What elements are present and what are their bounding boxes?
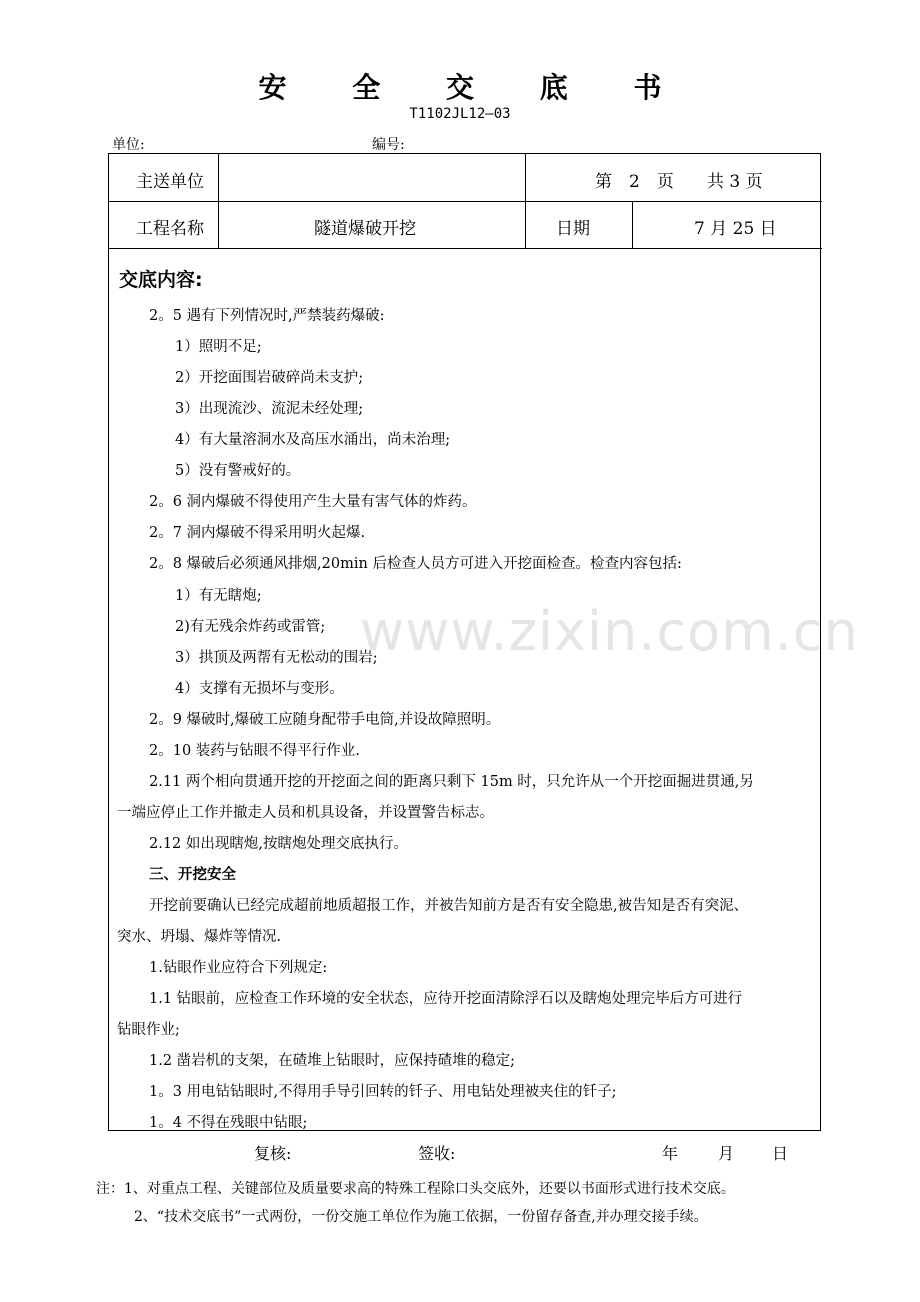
row-divider-1	[109, 201, 822, 202]
content-line: 1.钻眼作业应符合下列规定:	[149, 960, 328, 976]
unit-label: 单位:	[112, 137, 145, 153]
content-line: 1.2 凿岩机的支架，在碴堆上钻眼时，应保持碴堆的稳定;	[149, 1053, 516, 1069]
content-line: 突水、坍塌、爆炸等情况.	[117, 929, 282, 945]
document-code: T1102JL12—03	[409, 106, 511, 122]
content-line: 1。4 不得在残眼中钻眼;	[149, 1115, 308, 1131]
col-divider-3	[632, 201, 633, 249]
content-line: 2。7 洞内爆破不得采用明火起爆.	[149, 525, 366, 541]
content-line: 钻眼作业;	[117, 1022, 180, 1038]
col-divider-2	[525, 154, 526, 249]
content-line: 2。5 遇有下列情况时,严禁装药爆破:	[149, 308, 385, 324]
receive-label: 签收:	[418, 1144, 456, 1163]
content-line: 5）没有警戒好的。	[175, 463, 301, 479]
year-label: 年	[662, 1144, 679, 1163]
col-divider-1	[218, 154, 219, 249]
content-line: 1。3 用电钻钻眼时,不得用手导引回转的钎子、用电钻处理被夹住的钎子;	[149, 1084, 617, 1100]
content-line: 3）拱顶及两帮有无松动的围岩;	[175, 650, 378, 666]
date-value: 7 月 25 日	[694, 219, 777, 239]
content-line: 一端应停止工作并撤走人员和机具设备，并设置警告标志。	[117, 805, 494, 821]
content-line: 3）出现流沙、流泥未经处理;	[175, 401, 364, 417]
project-name-value: 隧道爆破开挖	[314, 219, 416, 239]
content-line: 2.12 如出现瞎炮,按瞎炮处理交底执行。	[149, 836, 409, 852]
content-line: 2。10 装药与钻眼不得平行作业.	[149, 743, 360, 759]
content-line: 1.1 钻眼前，应检查工作环境的安全状态，应待开挖面清除浮石以及瞎炮处理完毕后方可进行	[149, 991, 743, 1007]
watermark: www.zixin.com.cn	[360, 600, 859, 663]
content-line: 1）有无瞎炮;	[175, 588, 262, 604]
row-divider-2	[109, 248, 822, 249]
number-label: 编号:	[372, 137, 405, 153]
page-number: 第 2 页	[595, 172, 674, 192]
content-line: 开挖前要确认已经完成超前地质超报工作，并被告知前方是否有安全隐患,被告知是否有突泥、	[149, 898, 749, 914]
day-label: 日	[772, 1144, 789, 1163]
content-line: 2。8 爆破后必须通风排烟,20min 后检查人员方可进入开挖面检查。检查内容包括:	[149, 556, 682, 572]
content-line: 2）开挖面围岩破碎尚未支护;	[175, 370, 364, 386]
content-line: 2)有无残余炸药或雷管;	[175, 619, 326, 635]
content-line: 2.11 两个相向贯通开挖的开挖面之间的距离只剩下 15m 时，只允许从一个开挖面掘进贯通,另	[149, 774, 754, 790]
note-line-1: 注：1、对重点工程、关键部位及质量要求高的特殊工程除口头交底外，还要以书面形式进行技术交底。	[96, 1181, 735, 1197]
content-line: 4）有大量溶洞水及高压水涌出，尚未治理;	[175, 432, 451, 448]
section-heading: 三、开挖安全	[149, 867, 236, 883]
content-line: 2。9 爆破时,爆破工应随身配带手电筒,并设故障照明。	[149, 712, 501, 728]
date-label: 日期	[556, 219, 590, 239]
content-heading: 交底内容:	[119, 269, 203, 291]
project-name-label: 工程名称	[136, 219, 204, 239]
month-label: 月	[718, 1144, 735, 1163]
page-total: 共 3 页	[707, 172, 763, 192]
content-line: 2。6 洞内爆破不得使用产生大量有害气体的炸药。	[149, 494, 477, 510]
main-unit-label: 主送单位	[136, 172, 204, 192]
document-title: 安 全 交 底 书	[258, 71, 690, 104]
content-line: 4）支撑有无损坏与变形。	[175, 681, 344, 697]
review-label: 复核:	[254, 1144, 292, 1163]
content-line: 1）照明不足;	[175, 339, 262, 355]
note-line-2: 2、“技术交底书”一式两份，一份交施工单位作为施工依据，一份留存备查,并办理交接手续。	[134, 1209, 708, 1225]
